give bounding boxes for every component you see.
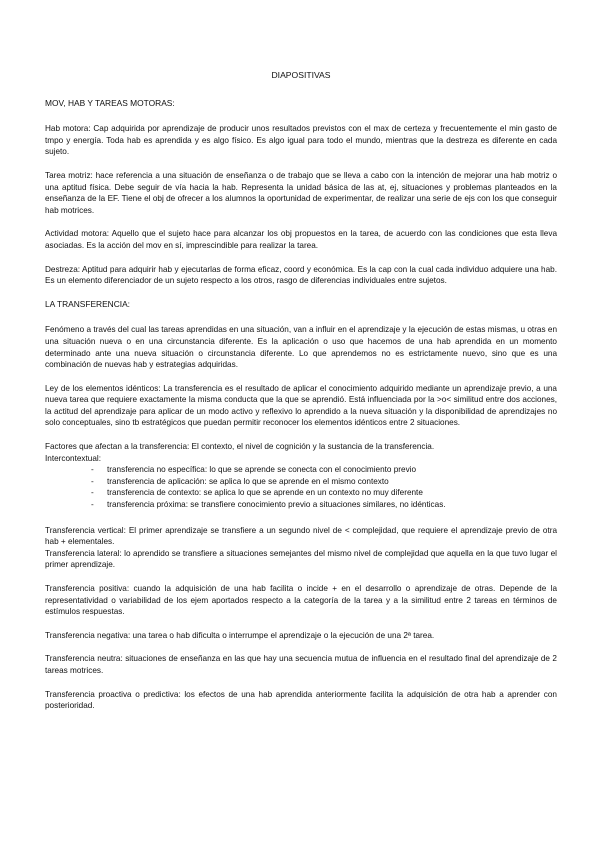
list-item: - transferencia de aplicación: se aplica lo que se aprende en el mismo contexto [45, 476, 557, 488]
document-title: DIAPOSITIVAS [271, 70, 331, 80]
section-heading-movimiento: MOV, HAB Y TAREAS MOTORAS: [45, 97, 175, 108]
paragraph-tarea-motriz: Tarea motriz: hace referencia a una situación de enseñanza o de trabajo que se lleva a cabo con la intención de mejorar una hab motriz o una aptitud física. Debe seguir de vía hacia la hab. Representa la unidad básica de las at, ej, situaciones y problemas planteados en la enseñanza de la EF. Tiene el obj de ofrecer a los alumnos la oportunidad de experimentar, de realizar una serie de ejs con los que conseguir hab motrices. [45, 170, 557, 215]
paragraph-transferencia-neutra: Transferencia neutra: situaciones de enseñanza en las que hay una secuencia mutua de influencia en el resultado final del aprendizaje de 2 tareas motrices. [45, 654, 557, 675]
list-item: - transferencia no específica: lo que se aprende se conecta con el conocimiento previo [45, 464, 557, 476]
paragraph-transferencia-negativa: Transferencia negativa: una tarea o hab dificulta o interrumpe el aprendizaje o la ejecución de una 2ª tarea. [45, 630, 435, 640]
transfer-type-list [45, 464, 557, 510]
list-item: - transferencia próxima: se transfiere conocimiento previo a situaciones similares, no idénticas. [45, 499, 557, 511]
paragraph-fenomeno: Fenómeno a través del cual las tareas aprendidas en una situación, van a influir en el aprendizaje y la ejecución de estas mismas, u otras en una situación nueva o en una circunstancia diferente. Es la aplicación o uso que hacemos de una hab aprendida en un momento determinado ante una nueva situación o circunstancia diferente. Lo que aprendemos no es estrictamente nuevo, sino que es una combinación de nuevas hab y estrategias adquiridas. [45, 325, 557, 370]
document-page [45, 70, 557, 724]
section-heading-transferencia: LA TRANSFERENCIA: [45, 298, 131, 309]
paragraph-destreza: Destreza: Aptitud para adquirir hab y ejecutarlas de forma eficaz, coord y económica. Es la cap con la cual cada individuo adquiere una hab. Es un elemento diferenciador de un sujeto respecto a los otros, rasgo de diferencias individuales entre sujetos. [45, 264, 557, 286]
paragraph-hab-motora: Hab motora: Cap adquirida por aprendizaje de producir unos resultados previstos con el max de certeza y frecuentemente el min gasto de tmpo y energía. Toda hab es aprendida y es algo físico. Es algo igual para todo el mundo, mientras que la destreza es diferente en cada sujeto. [45, 124, 557, 157]
paragraph-transferencia-positiva: Transferencia positiva: cuando la adquisición de una hab facilita o incide + en el desarrollo o aprendizaje de otras. Depende de la representatividad o variabilidad de los ejem aportados respecto a la categoría de la tarea y a la similitud entre 2 tareas en términos de estímulos respuestas. [45, 584, 557, 617]
paragraph-transferencia-vertical: Transferencia vertical: El primer aprendizaje se transfiere a un segundo nivel de < complejidad, que requiere el aprendizaje previo de otra hab + elementales. [45, 525, 557, 547]
list-item: - transferencia de contexto: se aplica lo que se aprende en un contexto no muy diferente [45, 487, 557, 499]
paragraph-transferencia-lateral: Transferencia lateral: lo aprendido se transfiere a situaciones semejantes del mismo nivel de complejidad que aquella en la que tuvo lugar el primer aprendizaje. [45, 548, 557, 570]
paragraph-intercontextual: Intercontextual: [45, 453, 101, 463]
paragraph-ley-elementos: Ley de los elementos idénticos: La transferencia es el resultado de aplicar el conocimiento adquirido mediante un aprendizaje previo, a una nueva tarea que requiere exactamente la misma conducta que la que se aprendió. Está influenciada por la >o< similitud entre dos acciones, la actitud del aprendizaje para aplicar de un modo activo y reflexivo lo aprendido a la nueva situación y la disponibilidad de aprendizajes no solo conceptuales, sino tb estratégicos que puedan permitir reconocer los elementos idénticos entre 2 situaciones. [45, 383, 557, 428]
paragraph-factores: Factores que afectan a la transferencia: El contexto, el nivel de cognición y la sustancia de la transferencia. [45, 442, 435, 452]
paragraph-actividad-motora: Actividad motora: Aquello que el sujeto hace para alcanzar los obj propuestos en la tarea, de acuerdo con las condiciones que esta lleva asociadas. Es la acción del mov en sí, imprescindible para realizar la tarea. [45, 229, 557, 250]
paragraph-transferencia-proactiva: Transferencia proactiva o predictiva: los efectos de una hab aprendida anteriormente facilita la adquisición de otra hab a aprender con posterioridad. [45, 689, 557, 711]
